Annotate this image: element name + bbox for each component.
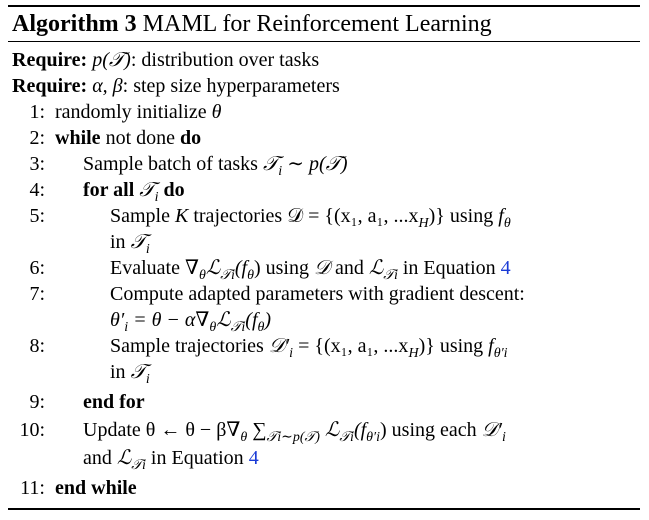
algorithm-label: Algorithm 3 (12, 11, 137, 37)
keyword-do: do (180, 127, 202, 149)
line-text: in (110, 231, 126, 253)
algo-line-1 (0, 99, 221, 125)
math-task: 𝒯 (130, 231, 146, 253)
math-task: 𝒯 (130, 361, 146, 383)
keyword-end-while: end while (55, 477, 137, 499)
math-sub: i (501, 430, 506, 445)
keyword-while: while (55, 127, 101, 149)
require-keyword: Require: (12, 75, 88, 97)
line-number: 3: (29, 153, 45, 175)
line-number: 7: (29, 283, 45, 305)
equation-ref-link[interactable]: 4 (248, 447, 259, 469)
equation-ref-link[interactable]: 4 (500, 257, 511, 279)
keyword-do: do (163, 179, 185, 201)
line-number: 8: (29, 335, 45, 357)
math-sub: θ (503, 216, 511, 231)
line-number: 2: (29, 127, 45, 149)
math-task: 𝒯 (262, 153, 279, 175)
math-sub: i (289, 346, 294, 361)
line-text: in Equation (402, 257, 496, 279)
line-text: Update θ ← θ − β∇ (83, 419, 241, 441)
math-task: 𝒯 (139, 179, 155, 201)
math-dataset: 𝒟′ (481, 419, 502, 441)
math-dist: p(𝒯) (308, 153, 348, 175)
math-paren: ) (264, 309, 272, 331)
math-sub: θ (257, 320, 265, 335)
line-number: 4: (29, 179, 45, 201)
line-number: 11: (20, 477, 45, 499)
algo-line-8-cont (0, 359, 150, 393)
math-f: f (488, 335, 494, 357)
math-sub: θ (209, 320, 217, 335)
math-expr: = θ − α∇ (128, 309, 210, 331)
math-theta: θ (211, 101, 222, 123)
math-sum: ∑ (252, 419, 267, 441)
line-number: 9: (29, 391, 45, 413)
math-set: = {(x₁, a₁, ...x (293, 335, 409, 357)
math-dataset: 𝒟 (313, 257, 330, 279)
math-sub: i (145, 242, 150, 257)
math-op: ∼ (282, 153, 309, 175)
algo-line-7 (0, 281, 525, 307)
math-loss: ℒ (368, 257, 384, 279)
math-sub: 𝒯i (383, 268, 398, 283)
line-text: and (83, 447, 112, 469)
bottom-rule (8, 508, 640, 510)
line-text: )} using (428, 205, 494, 227)
line-text: in (110, 361, 126, 383)
math-sub: 𝒯i (131, 458, 146, 473)
require-line-1 (12, 47, 319, 73)
keyword-for-all: for all (83, 179, 135, 201)
math-set: 𝒟 = {(x₁, a₁, ...x (287, 205, 419, 227)
line-text: Sample batch of tasks (83, 153, 258, 175)
line-number: 1: (29, 101, 45, 123)
line-text: not done (105, 127, 175, 149)
math-sub: i (145, 372, 150, 387)
math-sub: i (154, 190, 159, 205)
math-sub: θ′i (366, 430, 380, 445)
line-text: in Equation (150, 447, 244, 469)
line-number: 5: (29, 205, 45, 227)
math-sub: 𝒯i (220, 268, 235, 283)
math-loss: ℒ (205, 257, 221, 279)
line-text: Evaluate ∇ (110, 257, 199, 279)
math-sub: θ (198, 268, 206, 283)
require-keyword: Require: (12, 49, 88, 71)
math-f: f (498, 205, 504, 227)
math-f: (f (245, 309, 258, 331)
math-sub: 𝒯i (339, 430, 354, 445)
line-text: )} using (418, 335, 484, 357)
require-text: : distribution over tasks (130, 49, 320, 71)
line-text: Sample (110, 205, 170, 227)
top-rule (8, 5, 640, 7)
require-line-2 (12, 73, 340, 99)
math-sub: θ (240, 430, 248, 445)
math-loss: ℒ (116, 447, 132, 469)
math-loss: ℒ (324, 419, 340, 441)
line-number: 6: (29, 257, 45, 279)
header-rule (8, 41, 640, 42)
algorithm-title (12, 9, 492, 39)
math-sub: i (124, 320, 129, 335)
keyword-end-for: end for (83, 391, 145, 413)
line-text: and (334, 257, 364, 279)
require-math: α, β (92, 75, 123, 97)
line-text: Sample trajectories (110, 335, 264, 357)
require-math: p(𝒯) (92, 49, 131, 71)
algo-line-11 (0, 475, 137, 501)
math-sub: 𝒯i (230, 320, 246, 335)
math-f: (f (353, 419, 367, 441)
math-f: (f (234, 257, 248, 279)
math-sub: θ′i (493, 346, 508, 361)
math-theta-prime: θ′ (110, 309, 125, 331)
algo-line-9 (0, 389, 145, 415)
line-text: ) using each (380, 419, 477, 441)
algo-line-10-cont (0, 445, 259, 479)
math-sub: 𝒯i∼p(𝒯) (266, 430, 320, 445)
line-text: ) using (253, 257, 309, 279)
algorithm-name: MAML for Reinforcement Learning (142, 11, 492, 37)
math-loss: ℒ (216, 309, 231, 331)
require-text: : step size hyperparameters (122, 75, 340, 97)
math-sub: θ (247, 268, 254, 283)
line-text: randomly initialize (55, 101, 207, 123)
math-sub: i (278, 164, 283, 179)
math-sub: H (408, 346, 419, 361)
math-k: K (175, 205, 189, 227)
line-number: 10: (19, 419, 45, 441)
line-text: Compute adapted parameters with gradient descent: (110, 283, 525, 305)
math-dataset: 𝒟′ (268, 335, 290, 357)
math-sub: H (418, 216, 429, 231)
algo-line-2 (0, 125, 201, 151)
line-text: trajectories (193, 205, 283, 227)
